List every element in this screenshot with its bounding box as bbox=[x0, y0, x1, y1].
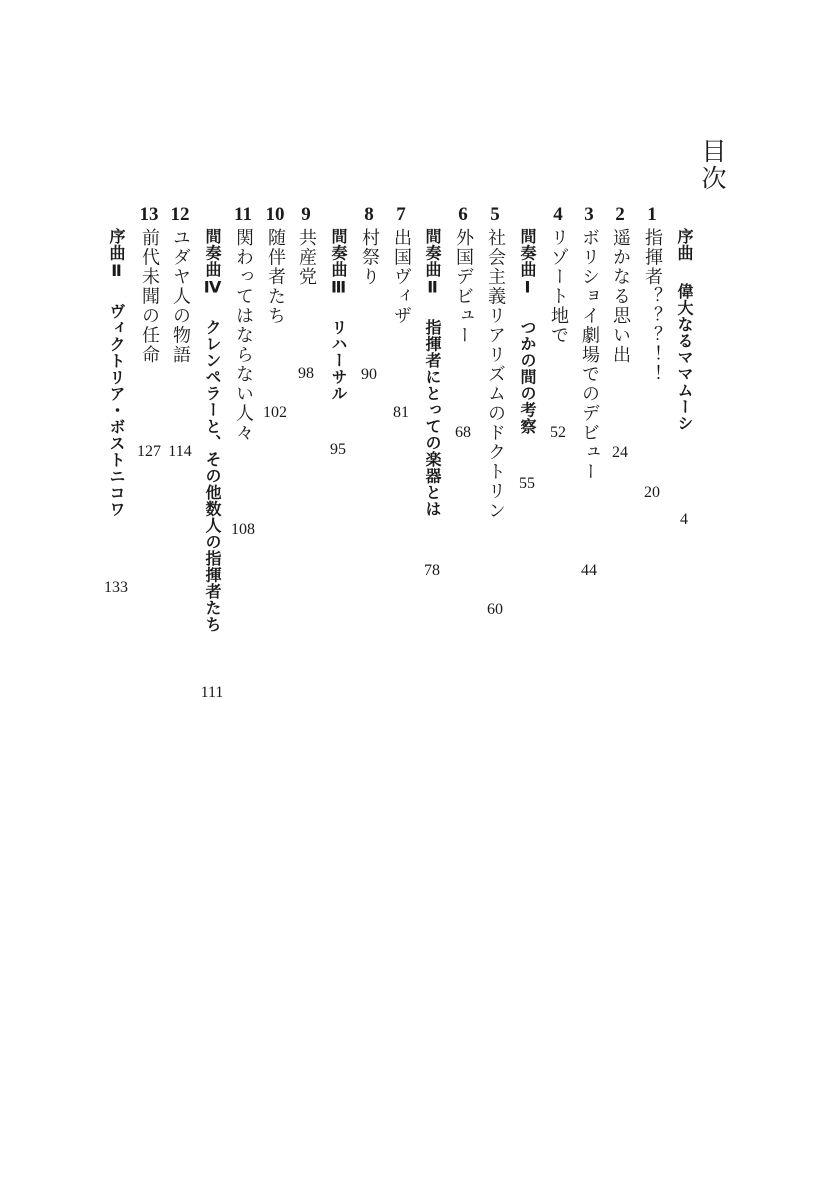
entry-page: 108 bbox=[231, 521, 255, 538]
entry-page: 20 bbox=[644, 484, 660, 501]
toc-title: 目次 bbox=[698, 138, 727, 192]
entry-title: つかの間の考察 bbox=[518, 319, 537, 435]
entry-page: 24 bbox=[612, 444, 628, 461]
entry-page: 55 bbox=[519, 475, 535, 492]
toc-entry[interactable] bbox=[137, 0, 161, 1200]
entry-label: 間奏曲Ⅳクレンペラーと、その他数人の指揮者たち bbox=[200, 228, 224, 633]
entry-page: 60 bbox=[487, 601, 503, 618]
entry-title: 村祭り bbox=[359, 228, 380, 287]
entry-page: 95 bbox=[330, 441, 346, 458]
entry-label: 間奏曲Ⅱ指揮者にとっての楽器とは bbox=[420, 228, 444, 517]
entry-label: 間奏曲Ⅲリハーサル bbox=[326, 228, 350, 402]
entry-title: 偉大なるママムーシ bbox=[675, 283, 694, 432]
toc-entry[interactable] bbox=[357, 0, 381, 1200]
toc-entry[interactable] bbox=[326, 0, 350, 1200]
toc-entry[interactable] bbox=[231, 0, 255, 1200]
entry-label: 間奏曲Ⅰつかの間の考察 bbox=[515, 228, 539, 435]
toc-entry[interactable] bbox=[483, 0, 507, 1200]
toc-entry[interactable] bbox=[104, 0, 128, 1200]
entry-title: ボリショイ劇場でのデビュー bbox=[579, 228, 600, 482]
entry-number: 1 bbox=[647, 204, 657, 225]
toc-entry[interactable] bbox=[294, 0, 318, 1200]
toc-entry[interactable] bbox=[672, 0, 696, 1200]
entry-title: 外国デビュー bbox=[453, 228, 474, 345]
entry-number: 9 bbox=[301, 204, 311, 225]
entry-page: 44 bbox=[581, 562, 597, 579]
entry-page: 68 bbox=[455, 424, 471, 441]
entry-number: 10 bbox=[265, 204, 285, 225]
entry-page: 81 bbox=[393, 404, 409, 421]
entry-title: 指揮者？？？！！ bbox=[642, 228, 663, 384]
entry-title: リハーサル bbox=[329, 319, 348, 402]
entry-page: 90 bbox=[361, 366, 377, 383]
toc-entry[interactable] bbox=[389, 0, 413, 1200]
entry-number: 3 bbox=[584, 204, 594, 225]
entry-page: 98 bbox=[298, 365, 314, 382]
entry-label: 序曲偉大なるママムーシ bbox=[672, 228, 696, 432]
entry-page: 133 bbox=[104, 579, 128, 596]
toc-entry[interactable] bbox=[577, 0, 601, 1200]
entry-number: 11 bbox=[234, 204, 252, 225]
entry-number: 8 bbox=[364, 204, 374, 225]
entry-page: 52 bbox=[550, 424, 566, 441]
entry-title: 随伴者たち bbox=[265, 228, 286, 326]
toc-entry[interactable] bbox=[168, 0, 192, 1200]
entry-title: 出国ヴィザ bbox=[391, 228, 412, 326]
entry-number: 5 bbox=[490, 204, 500, 225]
entry-title: リゾート地で bbox=[548, 228, 569, 345]
toc-entry[interactable] bbox=[608, 0, 632, 1200]
toc-entry[interactable] bbox=[200, 0, 224, 1200]
entry-title: 関わってはならない人々 bbox=[233, 228, 254, 443]
entry-page: 114 bbox=[168, 443, 192, 460]
toc-entry[interactable] bbox=[263, 0, 287, 1200]
entry-title: ヴィクトリア・ボストニコワ bbox=[107, 302, 126, 517]
entry-title: 前代未聞の任命 bbox=[139, 228, 160, 365]
entry-page: 78 bbox=[424, 562, 440, 579]
entry-number: 12 bbox=[170, 204, 190, 225]
toc-entry[interactable] bbox=[420, 0, 444, 1200]
entry-title: 共産党 bbox=[296, 228, 317, 287]
entry-number: 4 bbox=[553, 204, 563, 225]
toc-entry[interactable] bbox=[451, 0, 475, 1200]
entry-label: 序曲Ⅱヴィクトリア・ボストニコワ bbox=[104, 228, 128, 517]
entry-number: 2 bbox=[615, 204, 625, 225]
entry-number: 6 bbox=[458, 204, 468, 225]
entry-title: ユダヤ人の物語 bbox=[170, 228, 191, 365]
entry-page: 4 bbox=[680, 511, 688, 528]
entry-page: 102 bbox=[263, 404, 287, 421]
toc-entry[interactable] bbox=[515, 0, 539, 1200]
toc-entry[interactable] bbox=[546, 0, 570, 1200]
entry-title: 遥かなる思い出 bbox=[610, 228, 631, 365]
entry-page: 111 bbox=[200, 684, 224, 701]
entry-number: 7 bbox=[396, 204, 406, 225]
entry-title: 社会主義リアリズムのドクトリン bbox=[485, 228, 506, 521]
entry-title: 指揮者にとっての楽器とは bbox=[423, 319, 442, 517]
entry-number: 13 bbox=[139, 204, 159, 225]
entry-page: 127 bbox=[137, 443, 161, 460]
entry-title: クレンペラーと、その他数人の指揮者たち bbox=[203, 319, 222, 633]
toc-entry[interactable] bbox=[640, 0, 664, 1200]
